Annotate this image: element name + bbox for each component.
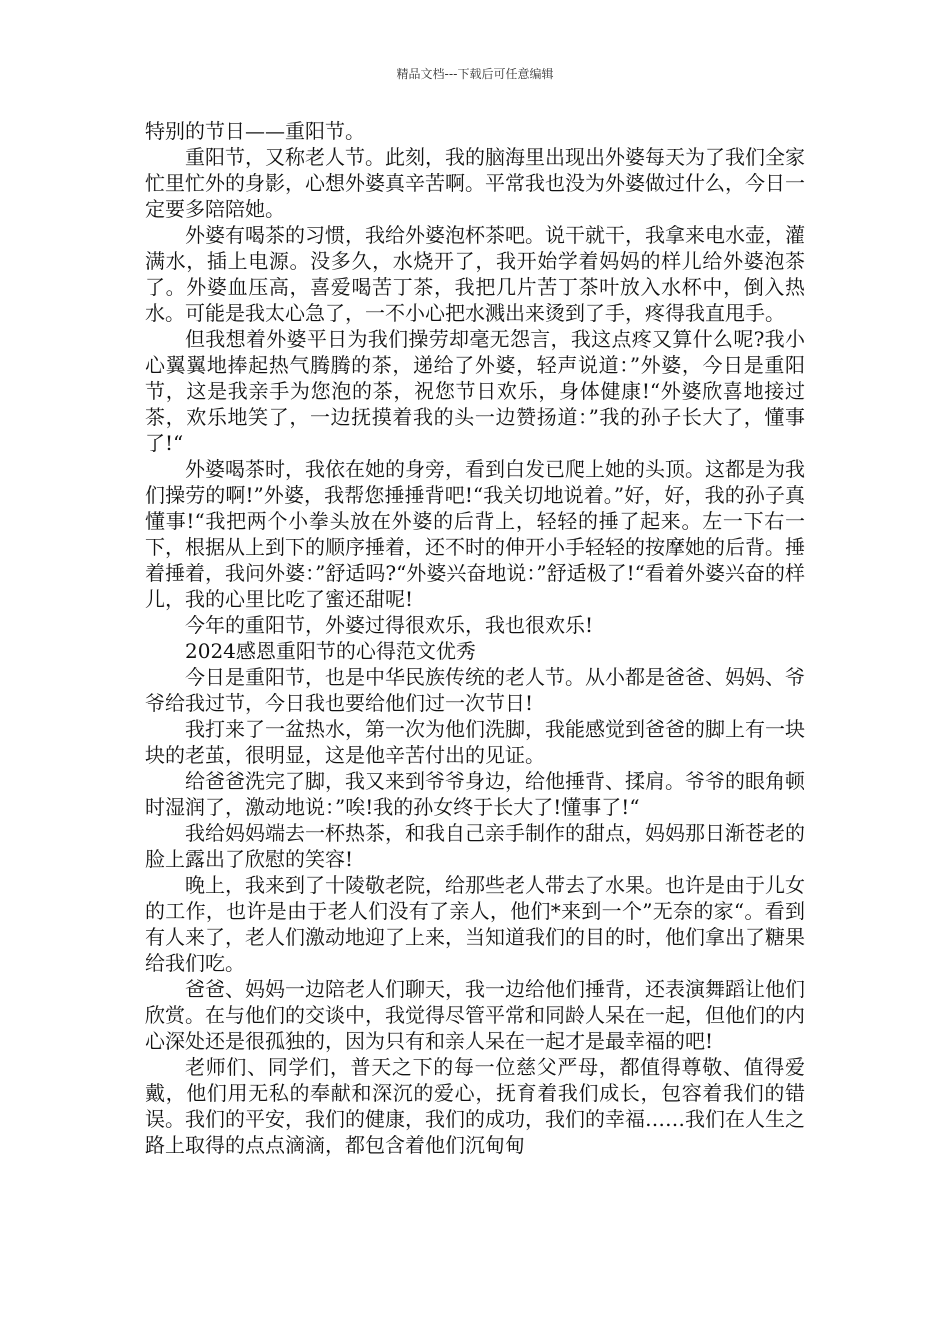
paragraph-1: 特别的节日——重阳节。 xyxy=(145,119,365,143)
paragraph-14: 老师们、同学们，普天之下的每一位慈父严母，都值得尊敬、值得爱戴，他们用无私的奉献和深沉的爱心，抚育着我们成长，包容着我们的错误。我们的平安，我们的健康，我们的成功，我们的幸福……我们在人生之路上取得的点点滴滴，都包含着他们沉甸甸 xyxy=(145,1055,805,1157)
paragraph-12: 晚上，我来到了十陵敬老院，给那些老人带去了水果。也许是由于儿女的工作，也许是由于老人们没有了亲人，他们*来到一个”无奈的家“。看到有人来了，老人们激动地迎了上来，当知道我们的目的时，他们拿出了糖果给我们吃。 xyxy=(145,873,805,975)
paragraph-2: 重阳节，又称老人节。此刻，我的脑海里出现出外婆每天为了我们全家忙里忙外的身影，心想外婆真辛苦啊。平常我也没为外婆做过什么，今日一定要多陪陪她。 xyxy=(145,145,805,221)
section-title: 2024感恩重阳节的心得范文优秀 xyxy=(185,639,476,663)
paragraph-9: 我打来了一盆热水，第一次为他们洗脚，我能感觉到爸爸的脚上有一块块的老茧，很明显，这是他辛苦付出的见证。 xyxy=(145,717,805,767)
paragraph-3: 外婆有喝茶的习惯，我给外婆泡杯茶吧。说干就干，我拿来电水壶，灌满水，插上电源。没多久，水烧开了，我开始学着妈妈的样儿给外婆泡茶了。外婆血压高，喜爱喝苦丁茶，我把几片苦丁茶叶放入水杯中，倒入热水。可能是我太心急了，一不小心把水溅出来烫到了手，疼得我直甩手。 xyxy=(145,223,805,325)
paragraph-10: 给爸爸洗完了脚，我又来到爷爷身边，给他捶背、揉肩。爷爷的眼角顿时湿润了，激动地说：”唉!我的孙女终于长大了!懂事了!“ xyxy=(145,769,805,819)
paragraph-13: 爸爸、妈妈一边陪老人们聊天，我一边给他们捶背，还表演舞蹈让他们欣赏。在与他们的交谈中，我觉得尽管平常和同龄人呆在一起，但他们的内心深处还是很孤独的，因为只有和亲人呆在一起才是最幸福的吧! xyxy=(145,977,805,1053)
paragraph-6: 今年的重阳节，外婆过得很欢乐，我也很欢乐! xyxy=(185,613,594,637)
paragraph-11: 我给妈妈端去一杯热茶，和我自己亲手制作的甜点，妈妈那日渐苍老的脸上露出了欣慰的笑容! xyxy=(145,821,805,871)
paragraph-5: 外婆喝茶时，我依在她的身旁，看到白发已爬上她的头顶。这都是为我们操劳的啊!”外婆，我帮您捶捶背吧!“我关切地说着。”好，好，我的孙子真懂事!“我把两个小拳头放在外婆的后背上，轻轻的捶了起来。左一下右一下，根据从上到下的顺序捶着，还不时的伸开小手轻轻的按摩她的后背。捶着捶着，我问外婆：”舒适吗?“外婆兴奋地说：”舒适极了!“看着外婆兴奋的样儿，我的心里比吃了蜜还甜呢! xyxy=(145,457,805,611)
paragraph-8: 今日是重阳节，也是中华民族传统的老人节。从小都是爸爸、妈妈、爷爷给我过节，今日我也要给他们过一次节日! xyxy=(145,665,805,715)
paragraph-4: 但我想着外婆平日为我们操劳却毫无怨言，我这点疼又算什么呢?我小心翼翼地捧起热气腾腾的茶，递给了外婆，轻声说道：”外婆，今日是重阳节，这是我亲手为您泡的茶，祝您节日欢乐，身体健康!“外婆欣喜地接过茶，欢乐地笑了，一边抚摸着我的头一边赞扬道：”我的孙子长大了，懂事了!“ xyxy=(145,327,805,455)
page-header: 精品文档---下载后可任意编辑 xyxy=(396,67,554,81)
document-body xyxy=(145,118,805,1158)
